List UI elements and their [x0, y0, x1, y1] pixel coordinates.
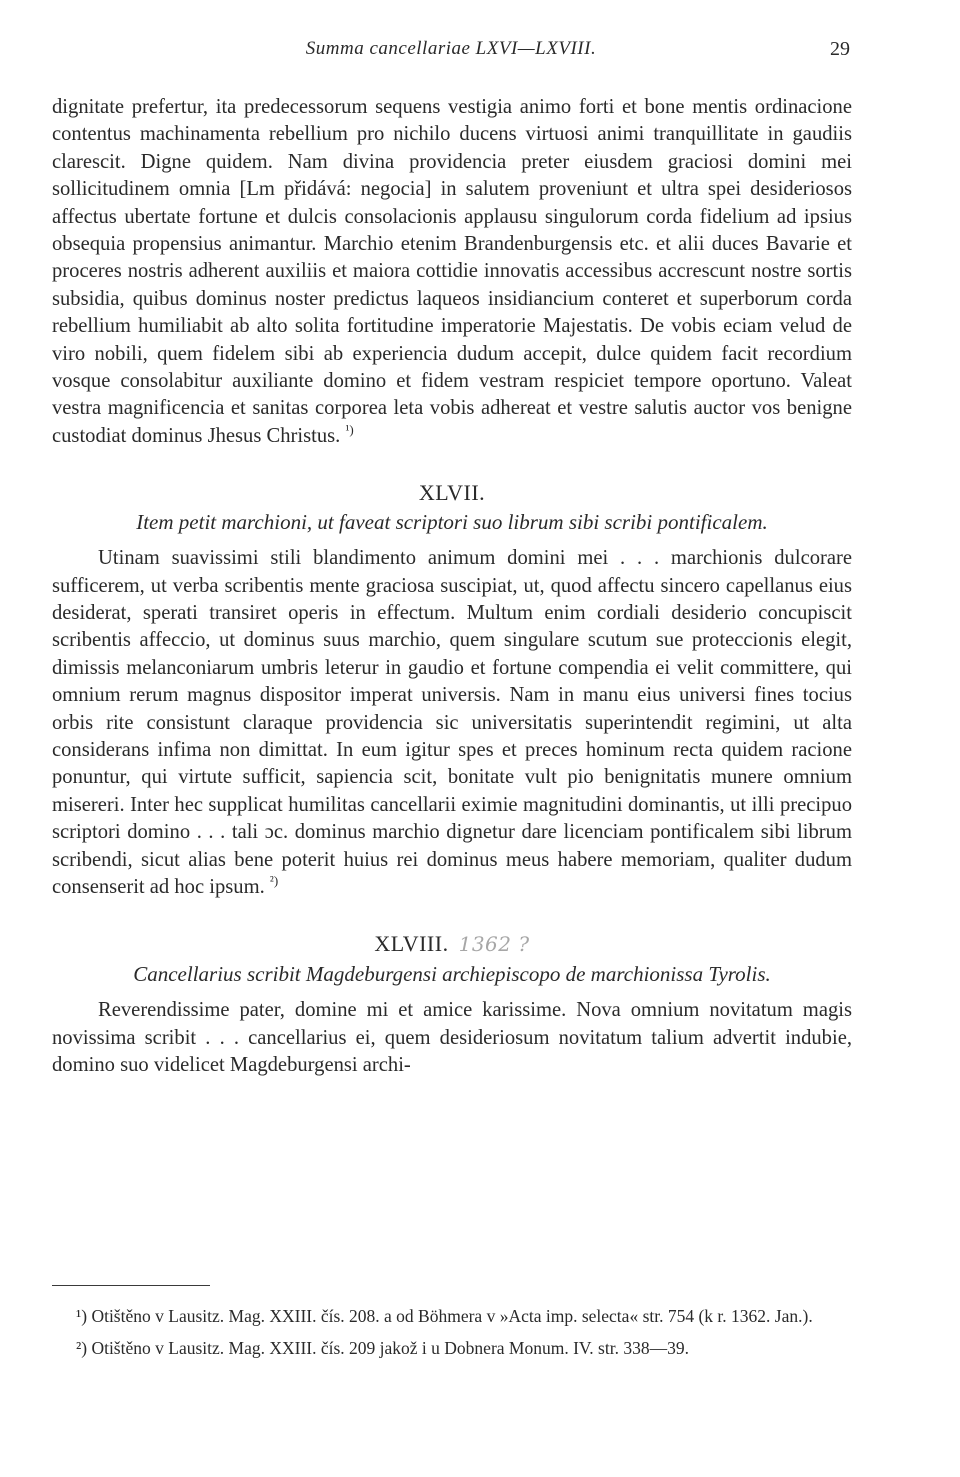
footnote-divider — [52, 1285, 210, 1286]
paragraph-text: dignitate prefertur, ita predecessorum sequens vestigia animo forti et bone mentis ordinacione contentus machinamenta rebellium pro nichilo ducens virtuosi animi tranquillitate in gaudiis clarescit. Digne quidem. Nam divina providencia preter eiusdem graciosi domini mei sollicitudinem omnia [Lm přidává: negocia] in salutem proveniunt et ultra spei desideriosos affectus ubertate fortune et dulcis consolacionis applausu singulorum corda fidelium ad ipsius obsequia propensius animantur. Marchio etenim Brandenburgensis etc. et alii duces Bavarie et proceres nostris adherent auxiliis et maiora cottidie innovatis accessibus accrescunt nostre sortis subsidia, quibus dominus noster predictus laqueos insidiancium conteret et superborum corda rebellium humiliabit ab alto solita fortitudine imperatorie Majestatis. De vobis eciam velud de viro nobili, quem fidelem sibi ab experiencia dudum accepit, dulce quidem facit recordium vosque consolabitur auxiliante domino et fidem vestram respiciet tempore oportuno. Valeat vestra magnificencia et sanitas corporea leta vobis adhereat et vestre salutis auctor vos benigne custodiat dominus Jhesus Christus. — [52, 96, 852, 447]
page-number: 29 — [830, 38, 850, 60]
section-number-47: XLVII. — [418, 480, 486, 506]
running-title: Summa cancellariae LXVI—LXVIII. — [305, 38, 597, 59]
footnotes — [52, 1303, 867, 1367]
footnote-2: ²) Otištěno v Lausitz. Mag. XXIII. čís. 209 jakož i u Dobnera Monum. IV. str. 338—39. — [76, 1338, 689, 1358]
paragraph-text: Utinam suavissimi stili blandimento animum domini mei . . . marchionis dulcorare sufficerem, ut verba scribentis mente graciosa suscipiat, ut, quod affectu sincero capellanus eius desiderat, sperati transiret operis in effectum. Multum enim cordiali desiderio concupiscit scribentis affeccio, ut dominus suus marchio, quem singulare scutum sue proteccionis elegit, dimissis melanconiarum umbris leterur in gaudio et fortune compendia ei velit committere, qui omnium rerum magnus dispositor imperat universis. Nam in manu eius universi fines tocius orbis rite consistunt claraque providencia sic universitatis superintendit regimini, ut alta considerans infima non dimittat. In eum igitur spes et preces hominum recta quidem racione ponuntur, qui virtute sufficit, sapiencia scit, bonitate vult pio benignitatis munere omnium misereri. Inter hec supplicat humilitas cancellarii eximie magnitudini dominantis, ut illi precipuo scriptori domino . . . tali ɔc. dominus marchio dignetur dare licenciam pontificalem sibi librum scribendi, sicut alias bene poterit huius rei dominus meus habere memoriam, qualiter dudum consenserit ad hoc ipsum. — [52, 547, 852, 898]
section-text-47 — [52, 545, 852, 901]
section-title-47: Item petit marchioni, ut faveat scriptori suo librum sibi scribi pontificalem. — [136, 509, 768, 534]
footnote-ref: ²) — [269, 873, 279, 889]
paragraph-continued — [52, 94, 852, 450]
section-number: XLVIII. — [374, 931, 449, 957]
section-title-48: Cancellarius scribit Magdeburgensi archiepiscopo de marchionissa Tyrolis. — [133, 961, 771, 986]
footnote-1: ¹) Otištěno v Lausitz. Mag. XXIII. čís. 208. a od Böhmera v »Acta imp. selecta« str. 754 (k r. 1362. Jan.). — [76, 1306, 813, 1326]
handwritten-annotation: 1362 ? — [458, 932, 530, 957]
main-text — [52, 94, 852, 1079]
page-header — [52, 38, 850, 72]
section-text-48: Reverendissime pater, domine mi et amice karissime. Nova omnium novitatum magis novissima scribit . . . cancellarius ei, quem desideriosum novitatum talium advertit indubie, domino suo videlicet Magdeburgensi archi- — [52, 999, 852, 1076]
section-number-48 — [52, 930, 852, 958]
footnote-ref: ¹) — [345, 422, 354, 438]
